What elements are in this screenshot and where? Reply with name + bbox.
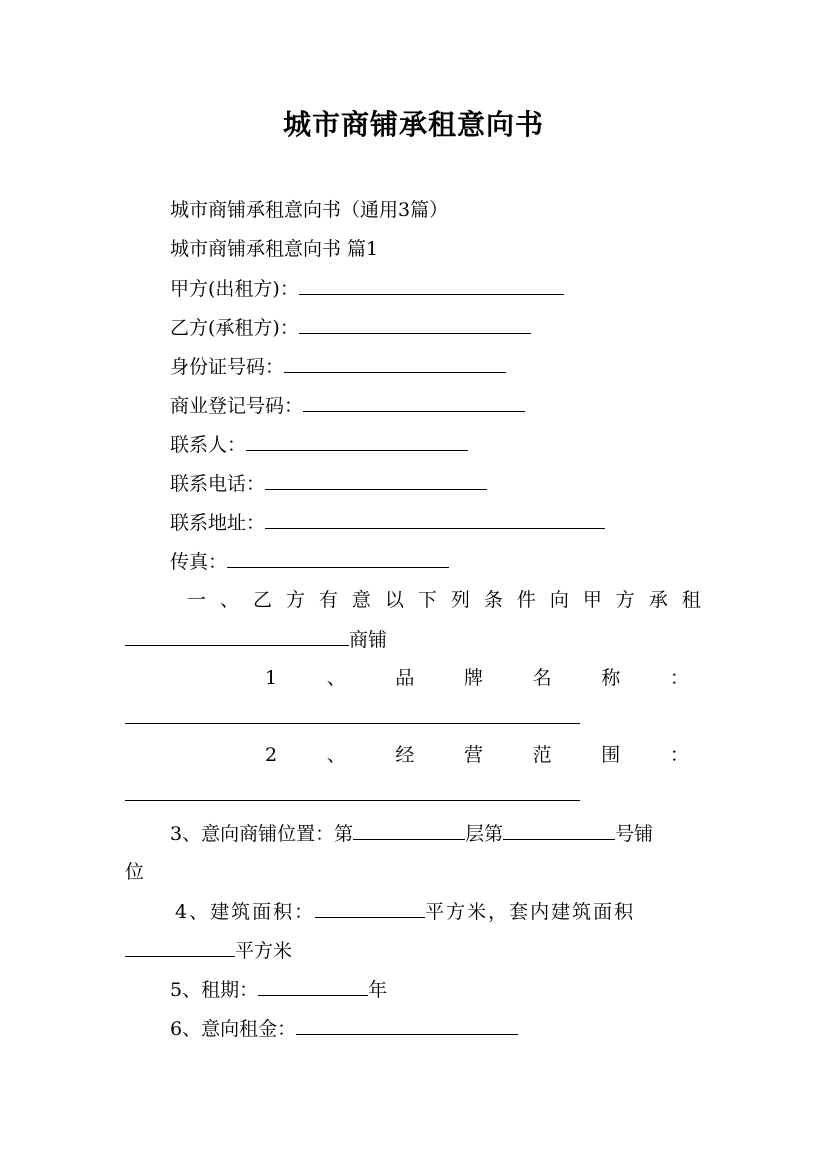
scope-char: 2 — [265, 744, 278, 766]
party-b-blank[interactable] — [299, 315, 531, 334]
item1-char: 甲 — [582, 589, 602, 611]
floor-blank[interactable] — [353, 821, 465, 840]
brand-char: 称 — [601, 667, 621, 689]
brand-blank-row — [125, 705, 580, 730]
party-b-row — [170, 315, 531, 340]
contact-phone-label: 联系电话： — [170, 473, 266, 495]
item1-line — [187, 588, 701, 612]
area-unit: 平方米 — [235, 940, 293, 962]
contact-person-blank[interactable] — [246, 432, 468, 451]
area-inner-label: 平方米，套内建筑面积 — [425, 901, 636, 923]
section-heading: 城市商铺承租意向书 篇1 — [170, 238, 379, 260]
fax-label: 传真： — [170, 551, 228, 573]
party-a-blank[interactable] — [299, 276, 564, 295]
item1-char: 承 — [648, 589, 668, 611]
contact-phone-blank[interactable] — [265, 471, 487, 490]
scope-blank-row — [125, 782, 580, 807]
brand-char: 品 — [395, 667, 415, 689]
item1-char: 方 — [285, 589, 305, 611]
scope-line — [265, 743, 689, 767]
brand-char: 1 — [265, 667, 278, 689]
fax-row — [170, 549, 449, 574]
term-label: 5、租期： — [170, 979, 259, 1001]
document-subtitle: 城市商铺承租意向书（通用3篇） — [170, 199, 449, 221]
item1-char: 、 — [219, 589, 239, 611]
party-b-label: 乙方(承租方)： — [170, 317, 299, 339]
area-row — [175, 899, 635, 924]
location-row — [170, 821, 653, 846]
shop-number-blank[interactable] — [503, 821, 615, 840]
term-row — [170, 977, 387, 1002]
rent-row — [170, 1016, 518, 1041]
item1-tail-row — [125, 627, 387, 652]
scope-char: 范 — [532, 744, 552, 766]
brand-char: 、 — [326, 667, 346, 689]
term-unit: 年 — [368, 979, 388, 1001]
id-number-label: 身份证号码： — [170, 356, 285, 378]
fax-blank[interactable] — [227, 549, 449, 568]
item1-char: 乙 — [252, 589, 272, 611]
item1-char: 一 — [187, 589, 207, 611]
inner-area-blank[interactable] — [125, 938, 235, 957]
contact-address-label: 联系地址： — [170, 512, 266, 534]
item1-char: 条 — [483, 589, 503, 611]
brand-blank[interactable] — [125, 705, 580, 724]
area-label: 4、建筑面积： — [175, 901, 316, 923]
item1-char: 下 — [417, 589, 437, 611]
item1-char: 向 — [549, 589, 569, 611]
contact-address-blank[interactable] — [265, 510, 605, 529]
term-blank[interactable] — [258, 977, 368, 996]
business-reg-blank[interactable] — [303, 393, 525, 412]
location-shop-label: 号铺 — [615, 823, 654, 845]
contact-address-row — [170, 510, 605, 535]
brand-char: 名 — [532, 667, 552, 689]
id-number-blank[interactable] — [284, 354, 506, 373]
location-label: 3、意向商铺位置：第 — [170, 823, 354, 845]
item1-char: 租 — [681, 589, 701, 611]
item1-tail: 商铺 — [349, 629, 388, 651]
location-floor-label: 层第 — [465, 823, 504, 845]
contact-person-row — [170, 432, 468, 457]
id-number-row — [170, 354, 506, 379]
area-inner-row — [125, 938, 292, 963]
item1-char: 以 — [384, 589, 404, 611]
brand-line — [265, 666, 689, 690]
party-a-label: 甲方(出租方)： — [170, 278, 299, 300]
brand-char: ： — [669, 667, 689, 689]
item1-char: 意 — [351, 589, 371, 611]
business-reg-row — [170, 393, 525, 418]
scope-char: 围 — [601, 744, 621, 766]
location-tail: 位 — [125, 861, 145, 883]
scope-char: 、 — [326, 744, 346, 766]
brand-char: 牌 — [464, 667, 484, 689]
area-blank[interactable] — [315, 899, 425, 918]
business-reg-label: 商业登记号码： — [170, 395, 304, 417]
contact-phone-row — [170, 471, 487, 496]
item1-blank[interactable] — [125, 627, 349, 646]
scope-char: ： — [669, 744, 689, 766]
scope-char: 营 — [464, 744, 484, 766]
party-a-row — [170, 276, 564, 301]
item1-char: 件 — [516, 589, 536, 611]
contact-person-label: 联系人： — [170, 434, 247, 456]
rent-blank[interactable] — [296, 1016, 518, 1035]
item1-char: 有 — [318, 589, 338, 611]
rent-label: 6、意向租金： — [170, 1018, 297, 1040]
scope-blank[interactable] — [125, 782, 580, 801]
item1-char: 方 — [615, 589, 635, 611]
document-title: 城市商铺承租意向书 — [282, 108, 544, 141]
scope-char: 经 — [395, 744, 415, 766]
item1-char: 列 — [450, 589, 470, 611]
